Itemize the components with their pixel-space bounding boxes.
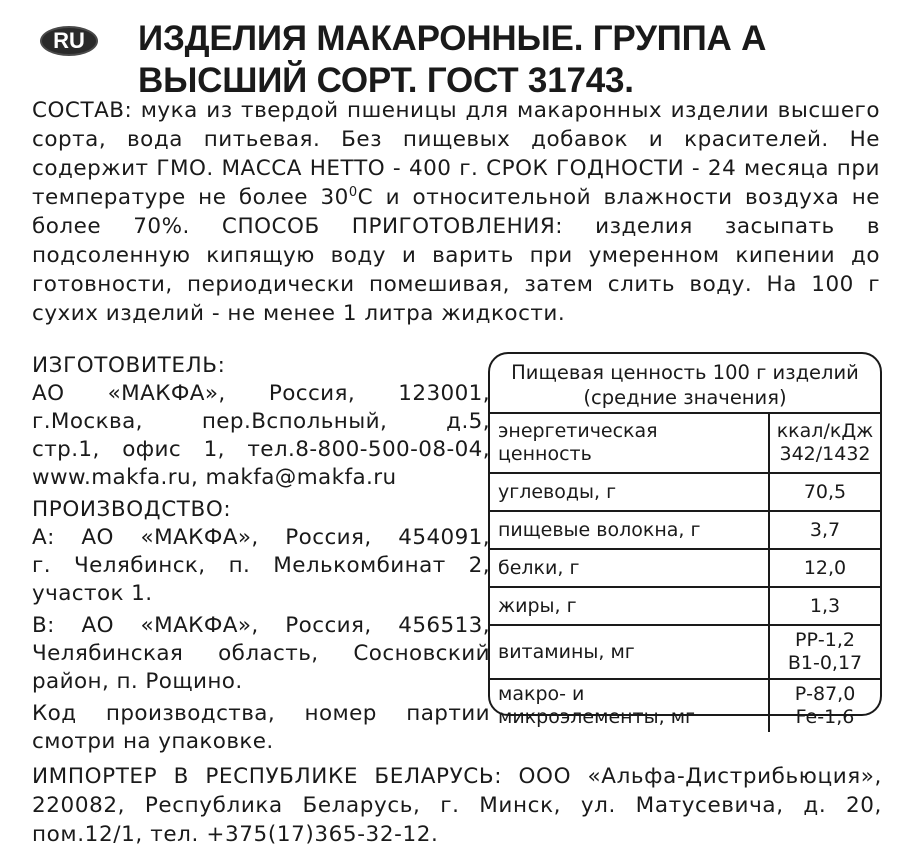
manufacturer-contacts: www.makfa.ru, makfa@makfa.ru [32,465,397,490]
product-title [138,18,766,102]
manufacturer-heading: ИЗГОТОВИТЕЛЬ: [32,353,226,378]
ru-language-badge: RU [40,26,98,56]
nutrition-table [490,412,880,732]
product-title-line-1: ИЗДЕЛИЯ МАКАРОННЫЕ. ГРУППА А [138,19,767,58]
nutrition-value [769,413,880,473]
composition-part-1: СОСТАВ: мука из твердой пшеницы для макаронных изделии высшего сорта, вода питьевая. Без пищевых добавок и красителей. Не содержит ГМО. МАССА НЕТТО - 400 г. СРОК ГОДНОСТИ - 24 месяца при температуре не более 30 [32,98,880,210]
nutrition-row-protein [490,549,880,587]
nutrition-row-fiber [490,511,880,549]
nutrition-label: жиры, г [490,587,769,625]
nutrition-label-line: макро- и [498,683,585,705]
nutrition-value: 3,7 [769,511,880,549]
nutrition-label: белки, г [490,549,769,587]
nutrition-value: 12,0 [769,549,880,587]
producer-info [32,352,490,756]
nutrition-value-line: Р-87,0 [794,683,856,705]
nutrition-title-line-1: Пищевая ценность 100 г изделий [511,361,859,384]
manufacturer-line: стр.1, офис 1, тел.8-800-500-08-04, [32,437,490,462]
nutrition-row-carbohydrates [490,473,880,511]
nutrition-row-energy [490,413,880,473]
composition-text [32,96,880,328]
nutrition-label: углеводы, г [490,473,769,511]
importer-text: ИМПОРТЕР В РЕСПУБЛИКЕ БЕЛАРУСЬ: ООО «Альфа-Дистрибьюция», 220082, Республика Беларусь, г. Минск, ул. Матусевича, д. 20, пом.12/1, тел. +375(17)365-32-12. [32,764,882,847]
degree-mark: 0 [348,184,358,200]
manufacturer-line: АО «МАКФА», Россия, 123001, [32,381,490,406]
nutrition-value [769,679,880,732]
nutrition-value-line: 342/1432 [779,443,871,465]
nutrition-label-line: микроэлементы, мг [498,706,696,728]
nutrition-value-line: Fe-1,6 [795,706,855,728]
manufacturer-line: г.Москва, пер.Вспольный, д.5, [32,409,490,434]
nutrition-row-vitamins [490,625,880,679]
nutrition-value: 70,5 [769,473,880,511]
nutrition-row-minerals [490,679,880,732]
product-title-line-2: ВЫСШИЙ СОРТ. ГОСТ 31743. [138,61,634,100]
nutrition-value-line: В1-0,17 [787,652,863,674]
nutrition-label: витамины, мг [490,625,769,679]
production-site-b-address: Челябинская область, Сосновский район, п. Рощино. [32,641,490,694]
importer-info [32,762,882,849]
production-heading: ПРОИЗВОДСТВО: [32,497,232,522]
nutrition-value [769,625,880,679]
production-site-b-line: В: АО «МАКФА», Россия, 456513, [32,613,490,638]
nutrition-value: 1,3 [769,587,880,625]
production-site-a-line: г. Челябинск, п. Мелькомбинат 2, [32,553,490,578]
production-site-a-line: А: АО «МАКФА», Россия, 454091, [32,525,490,550]
nutrition-facts-panel [488,352,882,728]
nutrition-row-fat [490,587,880,625]
nutrition-label [490,679,769,732]
composition-part-2: С и относительной влажности воздуха не более 70%. СПОСОБ ПРИГОТОВЛЕНИЯ: изделия засыпать в подсоленную кипящую воду и варить при умеренном кипении до готовности, периодически помешивая, затем слить воду. На 100 г сухих изделий - не менее 1 литра жидкости. [32,185,880,326]
nutrition-value-line: ккал/кДж [776,420,874,442]
production-code-note: Код производства, номер партии смотри на упаковке. [32,701,490,754]
production-site-a-plot: участок 1. [32,581,153,606]
nutrition-label: пищевые волокна, г [490,511,769,549]
nutrition-title [490,354,880,412]
nutrition-label [490,413,769,473]
nutrition-title-line-2: (средние значения) [583,386,787,409]
nutrition-value-line: РР-1,2 [795,629,855,651]
nutrition-label-line: ценность [498,443,592,465]
nutrition-label-line: энергетическая [498,420,658,442]
